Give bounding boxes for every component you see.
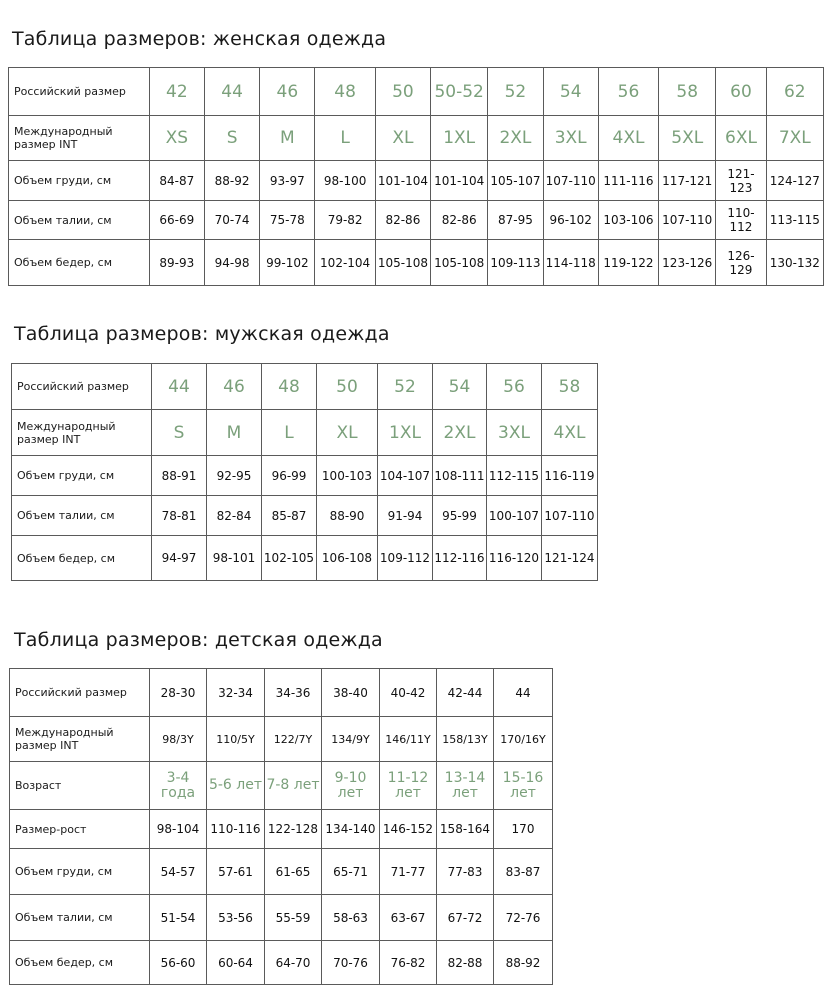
table-cell: 116-120 (487, 536, 542, 581)
table-cell: 52 (488, 68, 543, 116)
table-cell: 85-87 (262, 496, 317, 536)
row-label: Объем талии, см (9, 201, 150, 240)
table-cell: 82-86 (431, 201, 488, 240)
table-cell: 3XL (487, 410, 542, 456)
table-cell: 95-99 (433, 496, 487, 536)
table-cell: 38-40 (322, 669, 380, 717)
table-cell: 122-128 (265, 810, 322, 849)
women-size-table (8, 67, 824, 286)
table-row (9, 68, 824, 116)
men-table-title: Таблица размеров: мужская одежда (14, 323, 390, 345)
table-row (9, 116, 824, 161)
table-cell: 64-70 (265, 941, 322, 985)
table-cell: 102-105 (262, 536, 317, 581)
table-cell: 112-115 (487, 456, 542, 496)
table-cell: 50 (317, 364, 378, 410)
men-size-table (11, 363, 598, 581)
table-cell: 53-56 (207, 895, 265, 941)
table-cell: 134/9Y (322, 717, 380, 762)
table-cell: 56 (487, 364, 542, 410)
table-cell: 98/3Y (150, 717, 207, 762)
table-cell: 4XL (598, 116, 658, 161)
table-cell: 44 (152, 364, 207, 410)
table-cell: 91-94 (378, 496, 433, 536)
row-label: Международный размер INT (12, 410, 152, 456)
table-cell: 98-104 (150, 810, 207, 849)
table-row (9, 201, 824, 240)
table-cell: 124-127 (766, 161, 823, 201)
table-cell: 42-44 (437, 669, 494, 717)
table-cell: 44 (494, 669, 553, 717)
table-cell: 11-12 лет (380, 762, 437, 810)
table-cell: 158-164 (437, 810, 494, 849)
table-cell: 107-110 (542, 496, 598, 536)
row-label: Объем талии, см (12, 496, 152, 536)
table-cell: 50 (375, 68, 430, 116)
table-cell: 55-59 (265, 895, 322, 941)
row-label: Российский размер (9, 68, 150, 116)
table-row (12, 536, 598, 581)
table-row (9, 240, 824, 286)
table-cell: S (152, 410, 207, 456)
table-cell: L (262, 410, 317, 456)
table-cell: 58 (542, 364, 598, 410)
table-row (12, 410, 598, 456)
table-cell: 48 (262, 364, 317, 410)
table-row (10, 849, 553, 895)
table-cell: 111-116 (598, 161, 658, 201)
table-cell: 82-84 (207, 496, 262, 536)
table-cell: 76-82 (380, 941, 437, 985)
table-cell: 72-76 (494, 895, 553, 941)
table-cell: 109-112 (378, 536, 433, 581)
table-cell: S (204, 116, 259, 161)
table-cell: 44 (204, 68, 259, 116)
table-cell: 113-115 (766, 201, 823, 240)
table-cell: 56-60 (150, 941, 207, 985)
table-cell: M (207, 410, 262, 456)
table-row (10, 669, 553, 717)
table-cell: 13-14 лет (437, 762, 494, 810)
table-cell: 83-87 (494, 849, 553, 895)
table-cell: 15-16 лет (494, 762, 553, 810)
table-cell: 60-64 (207, 941, 265, 985)
table-cell: 54 (433, 364, 487, 410)
table-cell: 96-102 (543, 201, 598, 240)
table-row (10, 895, 553, 941)
women-table-title: Таблица размеров: женская одежда (12, 28, 387, 50)
table-cell: 58-63 (322, 895, 380, 941)
row-label: Возраст (10, 762, 150, 810)
row-label: Объем бедер, см (12, 536, 152, 581)
table-cell: 117-121 (659, 161, 716, 201)
row-label: Международный размер INT (10, 717, 150, 762)
table-cell: 88-91 (152, 456, 207, 496)
row-label: Российский размер (12, 364, 152, 410)
table-cell: 102-104 (315, 240, 375, 286)
table-cell: 5-6 лет (207, 762, 265, 810)
table-cell: 119-122 (598, 240, 658, 286)
table-cell: 146-152 (380, 810, 437, 849)
table-cell: 116-119 (542, 456, 598, 496)
table-cell: 54-57 (150, 849, 207, 895)
table-cell: 63-67 (380, 895, 437, 941)
row-label: Объем груди, см (9, 161, 150, 201)
table-cell: 70-76 (322, 941, 380, 985)
row-label: Объем бедер, см (9, 240, 150, 286)
table-cell: 146/11Y (380, 717, 437, 762)
table-cell: 6XL (716, 116, 766, 161)
table-row (10, 762, 553, 810)
table-cell: 94-98 (204, 240, 259, 286)
table-cell: 110-116 (207, 810, 265, 849)
table-cell: 77-83 (437, 849, 494, 895)
kids-table-title: Таблица размеров: детская одежда (14, 629, 383, 651)
table-cell: 1XL (378, 410, 433, 456)
table-cell: 42 (149, 68, 204, 116)
table-cell: 52 (378, 364, 433, 410)
row-label: Объем груди, см (12, 456, 152, 496)
table-cell: 28-30 (150, 669, 207, 717)
table-cell: 101-104 (375, 161, 430, 201)
table-row (10, 717, 553, 762)
table-cell: 88-90 (317, 496, 378, 536)
table-cell: 96-99 (262, 456, 317, 496)
table-row (12, 364, 598, 410)
table-cell: 50-52 (431, 68, 488, 116)
table-cell: 65-71 (322, 849, 380, 895)
table-cell: 60 (716, 68, 766, 116)
table-cell: 46 (207, 364, 262, 410)
table-cell: 66-69 (149, 201, 204, 240)
table-cell: XS (149, 116, 204, 161)
table-cell: L (315, 116, 375, 161)
table-cell: 3XL (543, 116, 598, 161)
table-cell: 57-61 (207, 849, 265, 895)
table-row (12, 496, 598, 536)
table-row (9, 161, 824, 201)
table-cell: 103-106 (598, 201, 658, 240)
table-cell: 130-132 (766, 240, 823, 286)
table-cell: 104-107 (378, 456, 433, 496)
table-cell: XL (375, 116, 430, 161)
kids-size-table (9, 668, 553, 985)
table-cell: 67-72 (437, 895, 494, 941)
table-cell: 170 (494, 810, 553, 849)
table-cell: 75-78 (260, 201, 315, 240)
table-cell: 88-92 (494, 941, 553, 985)
table-cell: 3-4 года (150, 762, 207, 810)
table-cell: 61-65 (265, 849, 322, 895)
table-cell: 121-123 (716, 161, 766, 201)
table-cell: 82-86 (375, 201, 430, 240)
table-row (10, 810, 553, 849)
table-cell: 106-108 (317, 536, 378, 581)
table-cell: 126-129 (716, 240, 766, 286)
table-cell: 82-88 (437, 941, 494, 985)
table-cell: 121-124 (542, 536, 598, 581)
table-cell: 40-42 (380, 669, 437, 717)
table-cell: 46 (260, 68, 315, 116)
table-cell: 101-104 (431, 161, 488, 201)
table-cell: 71-77 (380, 849, 437, 895)
table-cell: 87-95 (488, 201, 543, 240)
table-cell: 34-36 (265, 669, 322, 717)
table-cell: 99-102 (260, 240, 315, 286)
table-cell: 108-111 (433, 456, 487, 496)
table-cell: 107-110 (659, 201, 716, 240)
table-cell: 5XL (659, 116, 716, 161)
row-label: Международный размер INT (9, 116, 150, 161)
table-cell: 48 (315, 68, 375, 116)
table-cell: 70-74 (204, 201, 259, 240)
table-cell: 158/13Y (437, 717, 494, 762)
row-label: Объем талии, см (10, 895, 150, 941)
row-label: Размер-рост (10, 810, 150, 849)
table-cell: 62 (766, 68, 823, 116)
table-cell: 114-118 (543, 240, 598, 286)
table-cell: 56 (598, 68, 658, 116)
table-cell: 32-34 (207, 669, 265, 717)
table-cell: 110/5Y (207, 717, 265, 762)
row-label: Объем груди, см (10, 849, 150, 895)
table-cell: 4XL (542, 410, 598, 456)
table-cell: 94-97 (152, 536, 207, 581)
table-cell: 7XL (766, 116, 823, 161)
table-cell: 105-108 (375, 240, 430, 286)
table-cell: 51-54 (150, 895, 207, 941)
table-cell: 54 (543, 68, 598, 116)
table-cell: 109-113 (488, 240, 543, 286)
table-cell: 9-10 лет (322, 762, 380, 810)
table-cell: 123-126 (659, 240, 716, 286)
table-cell: 7-8 лет (265, 762, 322, 810)
table-cell: 84-87 (149, 161, 204, 201)
table-row (12, 456, 598, 496)
table-cell: 2XL (433, 410, 487, 456)
row-label: Объем бедер, см (10, 941, 150, 985)
table-cell: 79-82 (315, 201, 375, 240)
table-cell: 78-81 (152, 496, 207, 536)
table-cell: 58 (659, 68, 716, 116)
table-cell: 105-107 (488, 161, 543, 201)
table-cell: 112-116 (433, 536, 487, 581)
table-cell: 122/7Y (265, 717, 322, 762)
table-cell: 89-93 (149, 240, 204, 286)
row-label: Российский размер (10, 669, 150, 717)
table-cell: M (260, 116, 315, 161)
table-cell: 107-110 (543, 161, 598, 201)
table-cell: 170/16Y (494, 717, 553, 762)
table-cell: 98-100 (315, 161, 375, 201)
table-cell: 110-112 (716, 201, 766, 240)
table-cell: 88-92 (204, 161, 259, 201)
table-cell: 134-140 (322, 810, 380, 849)
table-cell: 98-101 (207, 536, 262, 581)
table-cell: 93-97 (260, 161, 315, 201)
table-cell: 1XL (431, 116, 488, 161)
table-cell: XL (317, 410, 378, 456)
table-cell: 105-108 (431, 240, 488, 286)
table-cell: 92-95 (207, 456, 262, 496)
table-cell: 2XL (488, 116, 543, 161)
table-cell: 100-107 (487, 496, 542, 536)
table-cell: 100-103 (317, 456, 378, 496)
table-row (10, 941, 553, 985)
